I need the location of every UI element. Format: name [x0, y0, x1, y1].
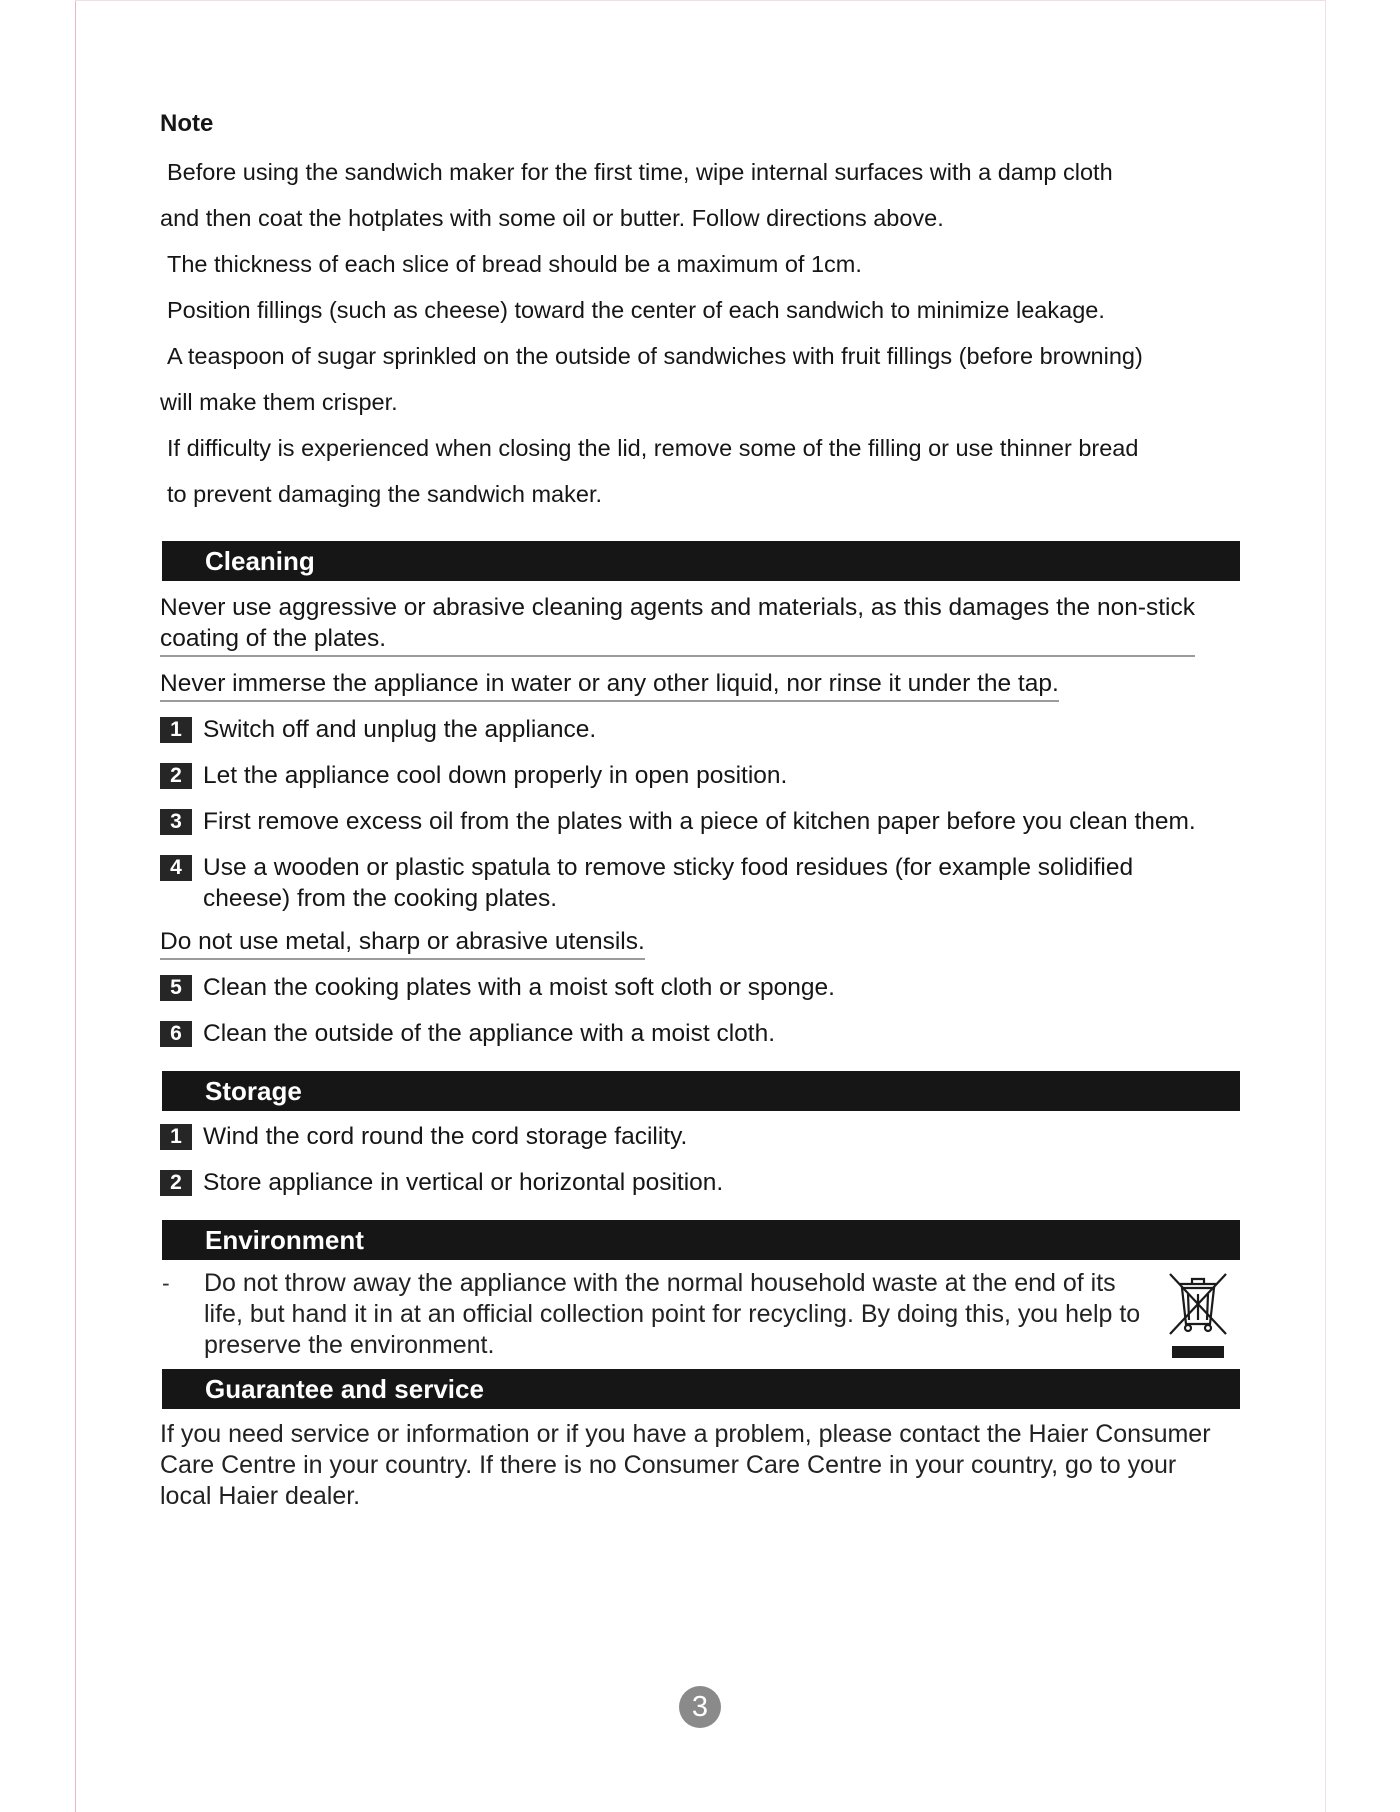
guarantee-heading: Guarantee and service — [162, 1369, 1240, 1409]
step-text: Store appliance in vertical or horizontal position. — [203, 1169, 724, 1196]
note-line: and then coat the hotplates with some oil or butter. Follow directions above. — [160, 205, 944, 231]
cleaning-heading: Cleaning — [162, 541, 1240, 581]
cleaning-step — [160, 714, 1240, 745]
manual-page-content — [160, 110, 1240, 1512]
guarantee-section — [160, 1369, 1240, 1512]
storage-section — [160, 1071, 1240, 1198]
step-number: 1 — [160, 717, 192, 743]
environment-notice — [160, 1268, 1240, 1367]
page-edge-left — [75, 0, 76, 1812]
note-line: If difficulty is experienced when closing the lid, remove some of the filling or use thinner bread — [167, 435, 1139, 461]
storage-heading: Storage — [162, 1071, 1240, 1111]
page-edge-top — [75, 0, 1326, 1]
step-number: 2 — [160, 1170, 192, 1196]
step-text: Clean the outside of the appliance with a moist cloth. — [203, 1020, 776, 1047]
step-number: 3 — [160, 809, 192, 835]
guarantee-text: If you need service or information or if you have a problem, please contact the Haier Consumer Care Centre in your country. If there is no Consumer Care Centre in your country, go to your local Haier dealer. — [160, 1420, 1211, 1510]
cleaning-step — [160, 760, 1240, 791]
step-number: 5 — [160, 975, 192, 1001]
storage-step — [160, 1121, 1240, 1152]
environment-section — [160, 1220, 1240, 1367]
note-line: to prevent damaging the sandwich maker. — [167, 481, 603, 507]
step-text: Switch off and unplug the appliance. — [203, 716, 597, 743]
storage-step — [160, 1167, 1240, 1198]
cleaning-step — [160, 852, 1160, 914]
step-text: First remove excess oil from the plates with a piece of kitchen paper before you clean them. — [203, 808, 1196, 835]
environment-heading: Environment — [162, 1220, 1240, 1260]
step-number: 1 — [160, 1124, 192, 1150]
page-edge-right — [1325, 0, 1326, 1812]
cleaning-step — [160, 806, 1240, 837]
step-text: Use a wooden or plastic spatula to remove sticky food residues (for example solidified cheese) from the cooking plates. — [203, 854, 1134, 912]
environment-text: Do not throw away the appliance with the normal household waste at the end of its life, but hand it in at an official collection point for recycling. By doing this, you help to preserve the environment. — [204, 1269, 1141, 1359]
crossed-out-wheelie-bin-icon — [1166, 1270, 1230, 1367]
cleaning-section — [160, 541, 1240, 1049]
step-number: 6 — [160, 1021, 192, 1047]
cleaning-warning: Do not use metal, sharp or abrasive utensils. — [160, 926, 645, 960]
note-line: The thickness of each slice of bread should be a maximum of 1cm. — [167, 251, 862, 277]
cleaning-warning: Never immerse the appliance in water or any other liquid, nor rinse it under the tap. — [160, 668, 1059, 702]
step-text: Clean the cooking plates with a moist soft cloth or sponge. — [203, 974, 835, 1001]
note-line: Before using the sandwich maker for the first time, wipe internal surfaces with a damp cloth — [167, 159, 1113, 185]
step-text: Let the appliance cool down properly in open position. — [203, 762, 788, 789]
cleaning-warning: Never use aggressive or abrasive cleaning agents and materials, as this damages the non-stick coating of the plates. — [160, 592, 1195, 657]
note-line: A teaspoon of sugar sprinkled on the outside of sandwiches with fruit fillings (before browning) — [167, 343, 1143, 369]
bullet-dash: - — [162, 1270, 170, 1296]
step-number: 2 — [160, 763, 192, 789]
note-line: Position fillings (such as cheese) toward the center of each sandwich to minimize leakage. — [167, 297, 1105, 323]
note-section — [160, 110, 1240, 517]
cleaning-step — [160, 972, 1240, 1003]
step-number: 4 — [160, 855, 192, 881]
cleaning-step — [160, 1018, 1240, 1049]
note-title: Note — [160, 110, 214, 137]
step-text: Wind the cord round the cord storage facility. — [203, 1123, 688, 1150]
page-number-badge: 3 — [679, 1686, 721, 1728]
note-line: will make them crisper. — [160, 389, 398, 415]
